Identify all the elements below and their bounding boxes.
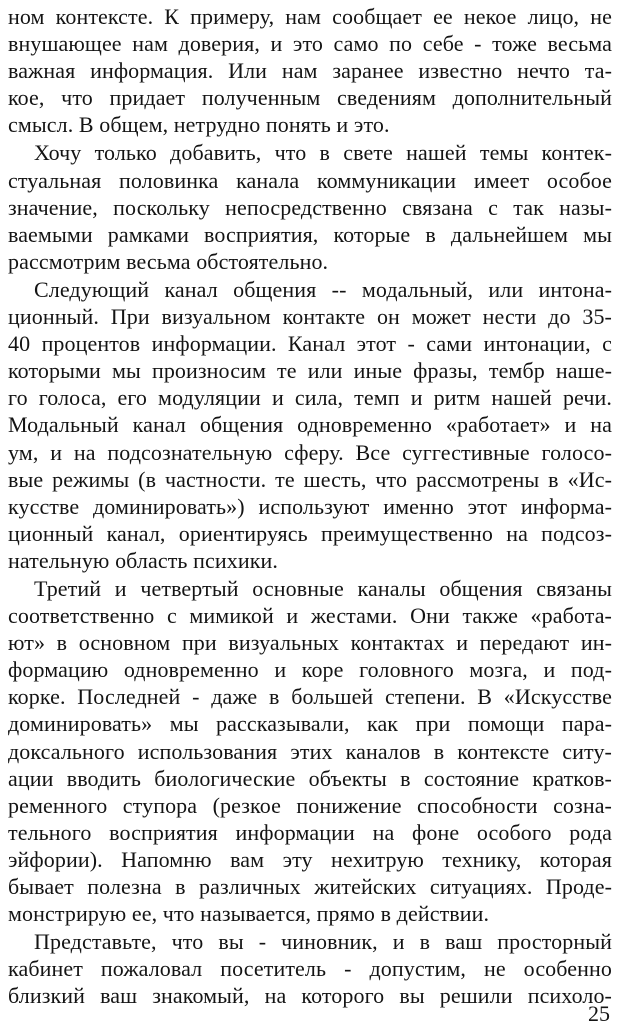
text-line: кое, что придает полученным сведениям дополнительный bbox=[8, 85, 612, 111]
paragraph bbox=[8, 276, 612, 574]
text-line: доминировать» мы рассказывали, как при помощи пара- bbox=[8, 711, 612, 737]
paragraph bbox=[8, 139, 612, 274]
body-text bbox=[8, 3, 612, 1009]
text-line: формацию одновременно и коре головного мозга, и под- bbox=[8, 657, 612, 683]
text-line: 40 процентов информации. Канал этот - сами интонации, с bbox=[8, 331, 612, 357]
text-line: ваемыми рамками восприятия, которые в дальнейшем мы bbox=[8, 221, 612, 247]
text-line: ционный. При визуальном контакте он может нести до 35- bbox=[8, 304, 612, 330]
text-line: корке. Последней - даже в большей степени. В «Искусстве bbox=[8, 684, 612, 710]
text-line: Модальный канал общения одновременно «работает» и на bbox=[8, 412, 612, 438]
text-line: ном контексте. К примеру, нам сообщает ее некое лицо, не bbox=[8, 4, 612, 29]
text-line: Хочу только добавить, что в свете нашей темы контек- bbox=[34, 140, 612, 166]
text-line: эйфории). Напомню вам эту нехитрую технику, которая bbox=[8, 846, 612, 872]
text-line: кабинет пожаловал посетитель - допустим, не особенно bbox=[8, 956, 612, 982]
paragraph bbox=[8, 575, 612, 927]
text-line: ционный канал, ориентируясь преимущественно на подсоз- bbox=[8, 520, 612, 546]
text-line: ации вводить биологические объекты в состояние кратков- bbox=[8, 765, 612, 791]
text-line: Представьте, что вы - чиновник, и в ваш просторный bbox=[34, 929, 612, 955]
text-line: внушающее нам доверия, и это само по себе - тоже весьма bbox=[8, 31, 612, 57]
text-line: рассмотрим весьма обстоятельно. bbox=[8, 248, 329, 274]
text-line: кусстве доминировать») используют именно этот информа- bbox=[8, 493, 612, 519]
text-line: ют» в основном при визуальных контактах и передают ин- bbox=[8, 630, 612, 656]
text-line: соответственно с мимикой и жестами. Они также «работа- bbox=[8, 603, 612, 629]
page-number: 25 bbox=[588, 1001, 610, 1026]
text-line: стуальная половинка канала коммуникации имеет особое bbox=[8, 167, 612, 193]
text-line: Третий и четвертый основные каналы общения связаны bbox=[34, 575, 612, 601]
text-line: близкий ваш знакомый, на которого вы решили психоло- bbox=[8, 983, 612, 1009]
text-line: важная информация. Или нам заранее известно нечто та- bbox=[8, 58, 612, 84]
text-line: ум, и на подсознательную сферу. Все суггестивные голосо- bbox=[8, 439, 612, 465]
paragraph bbox=[8, 3, 612, 138]
text-line: тельного восприятия информации на фоне особого рода bbox=[8, 819, 612, 845]
text-line: которыми мы произносим те или иные фразы, тембр наше- bbox=[8, 358, 612, 384]
text-line: го голоса, его модуляции и сила, темп и ритм нашей речи. bbox=[8, 385, 612, 411]
text-line: Следующий канал общения -- модальный, или интона- bbox=[34, 276, 612, 302]
text-line: ременного ступора (резкое понижение способности созна- bbox=[8, 792, 612, 818]
paragraph bbox=[8, 928, 612, 1009]
text-line: доксального использования этих каналов в контексте ситу- bbox=[8, 738, 612, 764]
text-line: бывает полезна в различных житейских ситуациях. Проде- bbox=[8, 874, 612, 899]
text-line: вые режимы (в частности. те шесть, что рассмотрены в «Ис- bbox=[8, 466, 612, 492]
text-line: смысл. В общем, нетрудно понять и это. bbox=[8, 112, 390, 138]
text-line: монстрирую ее, что называется, прямо в действии. bbox=[8, 901, 490, 927]
text-line: нательную область психики. bbox=[8, 547, 279, 573]
text-line: значение, поскольку непосредственно связана с так назы- bbox=[8, 194, 612, 220]
